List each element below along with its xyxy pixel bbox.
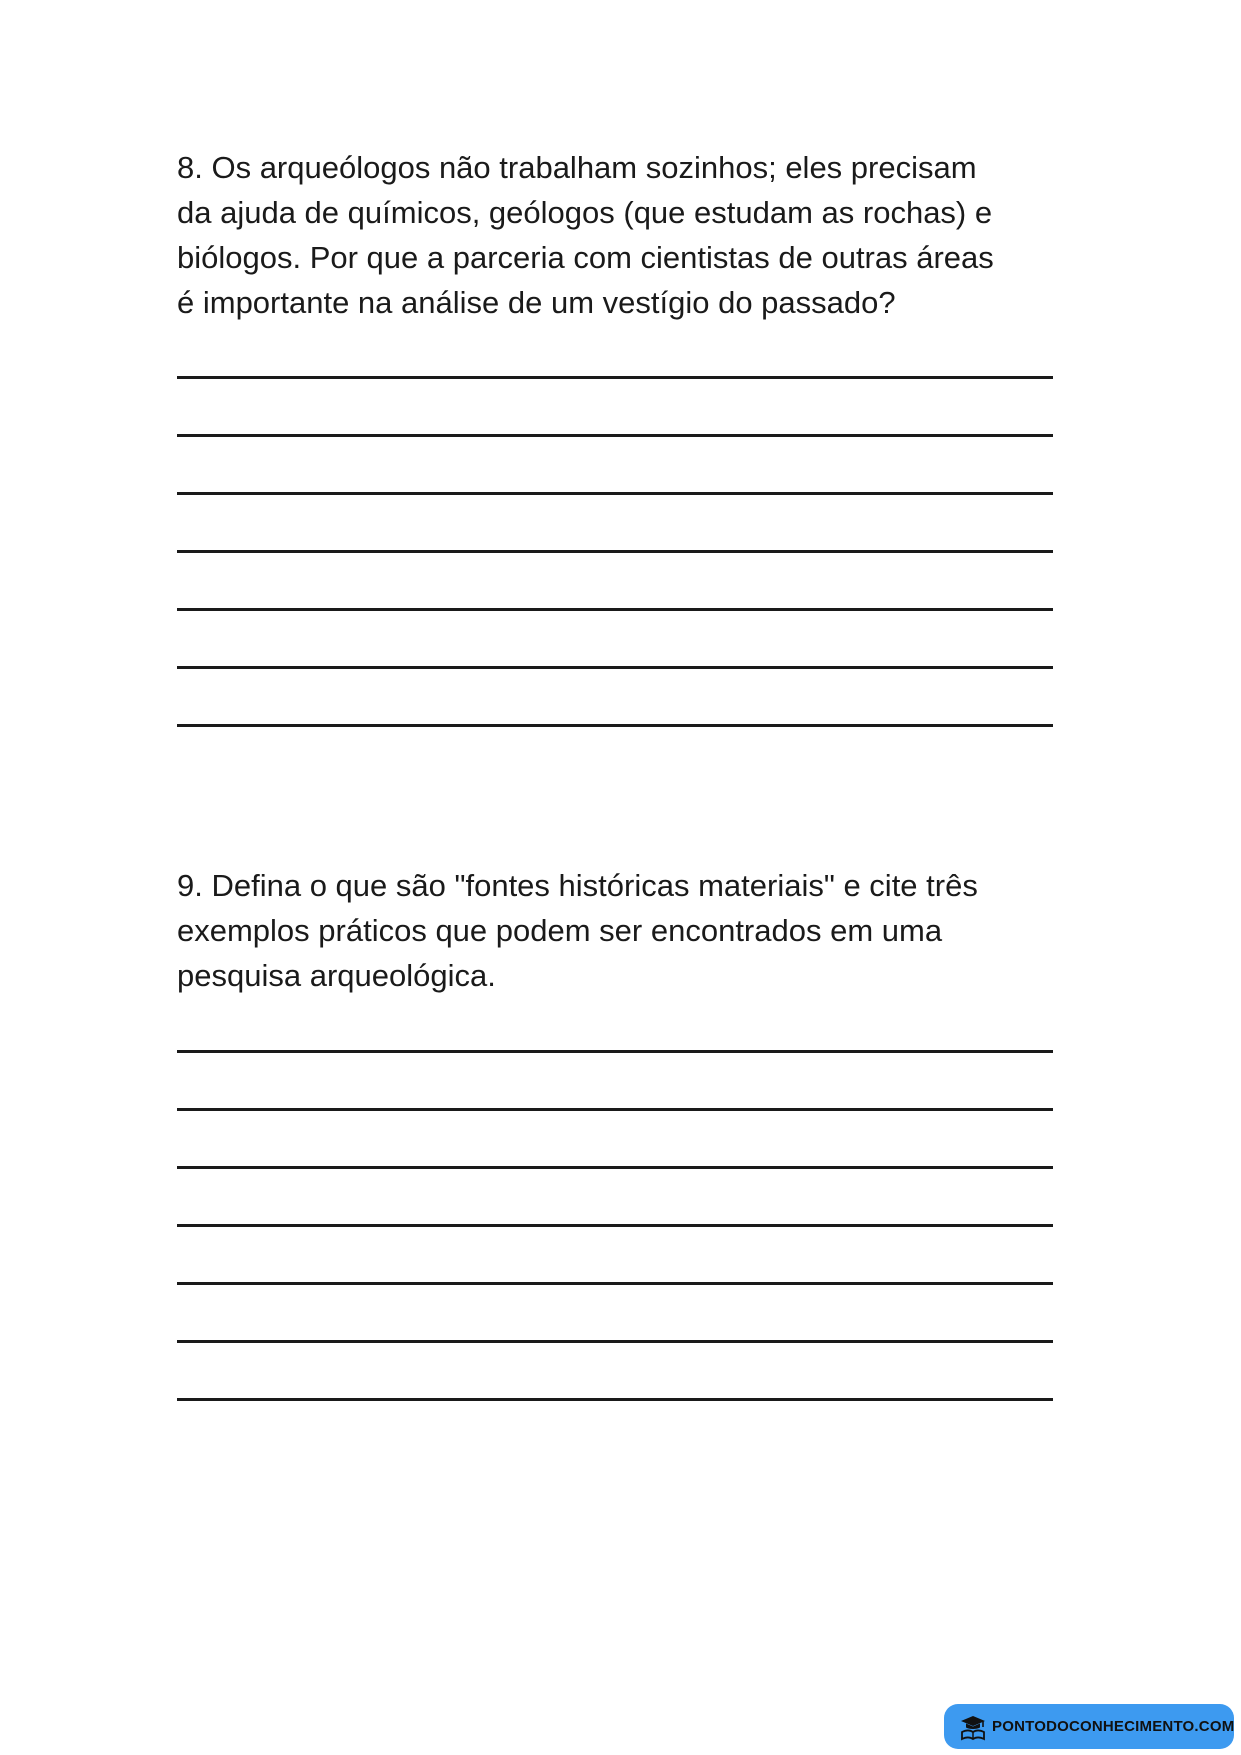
- answer-line: [177, 1398, 1053, 1401]
- graduation-cap-book-icon: [958, 1712, 988, 1742]
- answer-line: [177, 608, 1053, 611]
- answer-line: [177, 376, 1053, 379]
- answer-line: [177, 1050, 1053, 1053]
- answer-line: [177, 1282, 1053, 1285]
- brand-label: PONTODOCONHECIMENTO.COM: [992, 1718, 1235, 1735]
- answer-line: [177, 1340, 1053, 1343]
- answer-line: [177, 492, 1053, 495]
- answer-line: [177, 434, 1053, 437]
- brand-badge[interactable]: [944, 1704, 1234, 1749]
- question-9-text: 9. Defina o que são "fontes históricas materiais" e cite três exemplos práticos que podem ser encontrados em uma pesquisa arqueológica.: [177, 868, 978, 993]
- answer-line: [177, 1108, 1053, 1111]
- answer-line: [177, 724, 1053, 727]
- answer-line: [177, 1224, 1053, 1227]
- answer-line: [177, 550, 1053, 553]
- question-8-text: 8. Os arqueólogos não trabalham sozinhos; eles precisam da ajuda de químicos, geólogos (que estudam as rochas) e biólogos. Por que a parceria com cientistas de outras áreas é importante na análise de um vestígio do passado?: [177, 150, 994, 320]
- answer-line: [177, 666, 1053, 669]
- answer-line: [177, 1166, 1053, 1169]
